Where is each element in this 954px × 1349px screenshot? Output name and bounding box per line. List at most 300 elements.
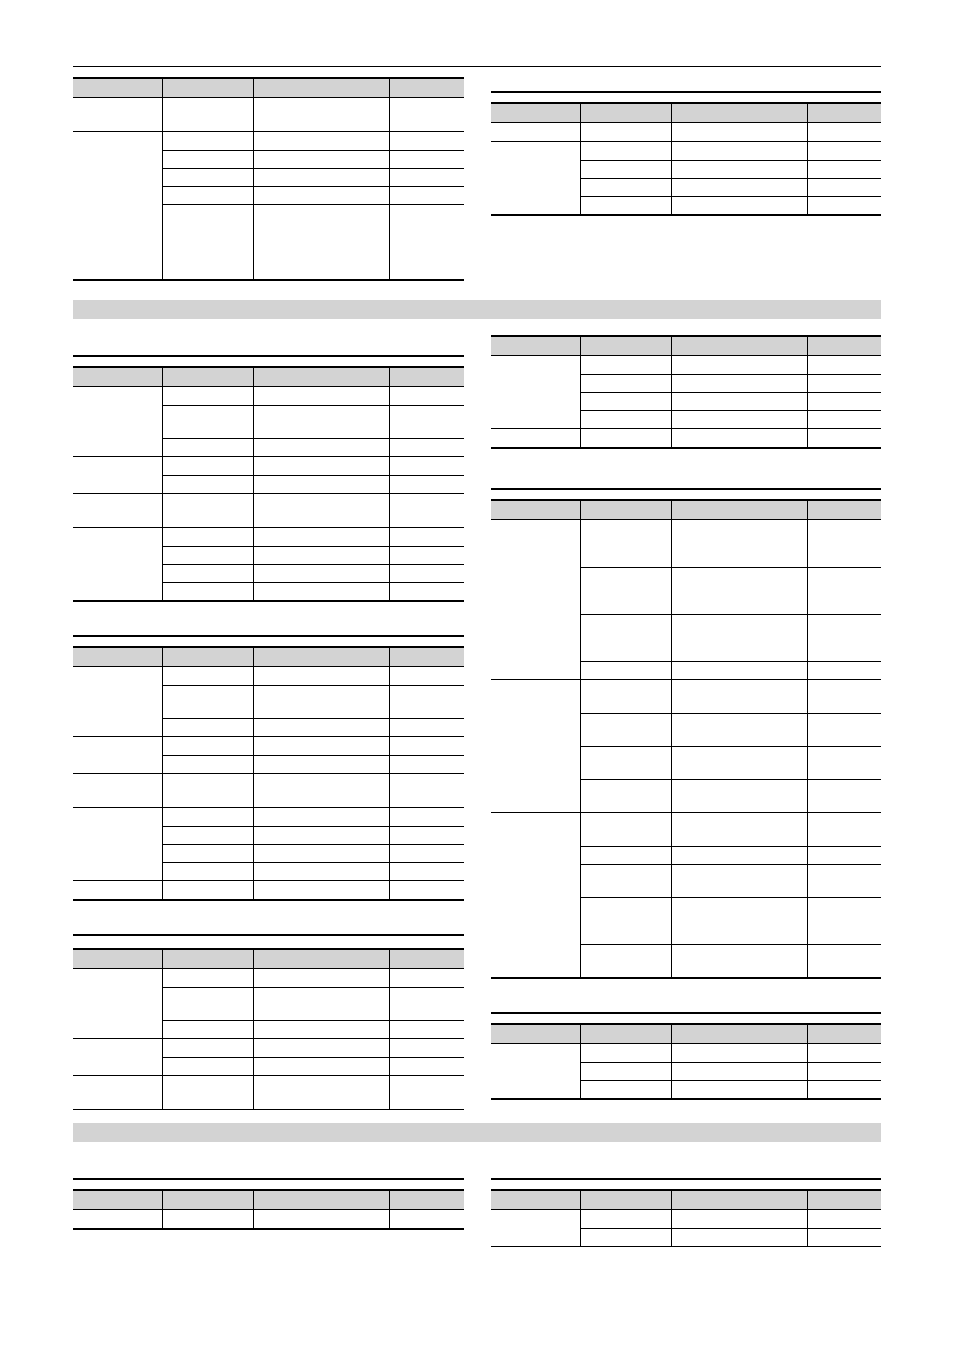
table-cell <box>163 187 254 204</box>
table-cell <box>390 476 464 493</box>
table-row <box>163 546 464 564</box>
header-cell <box>808 501 881 519</box>
table-row <box>581 123 881 141</box>
table-cell <box>390 988 464 1020</box>
table-cell <box>808 393 881 410</box>
group-rows <box>581 142 881 214</box>
table-cell <box>672 123 808 141</box>
table-cell <box>581 847 672 864</box>
group-rows <box>163 1039 464 1075</box>
header-cell <box>491 1025 581 1043</box>
table-cell <box>808 375 881 392</box>
group-label-cell <box>73 969 163 1038</box>
table-row <box>581 944 881 977</box>
row-group <box>491 356 881 428</box>
table-row <box>581 374 881 392</box>
table-cell <box>390 406 464 438</box>
table-body <box>491 519 881 979</box>
table-cell <box>672 356 808 374</box>
table-cell <box>581 142 672 160</box>
table-row <box>581 846 881 864</box>
table-row <box>581 713 881 746</box>
table-cell <box>581 714 672 746</box>
table-cell <box>163 1076 254 1109</box>
table-row <box>581 864 881 897</box>
table-cell <box>672 1063 808 1080</box>
header-cell <box>808 337 881 355</box>
table-row <box>581 567 881 614</box>
table-cell <box>163 863 254 880</box>
header-cell <box>672 104 808 122</box>
table-row <box>581 1044 881 1062</box>
table-row <box>581 1080 881 1098</box>
group-label-cell <box>73 1039 163 1075</box>
table-cell <box>390 774 464 807</box>
table-row <box>163 564 464 582</box>
table-cell <box>581 898 672 944</box>
table-cell <box>808 520 881 567</box>
table-cell <box>672 1210 808 1228</box>
table-row <box>163 132 464 150</box>
row-group <box>491 520 881 679</box>
table-cell <box>163 132 254 150</box>
table-row <box>581 897 881 944</box>
table-row <box>163 438 464 456</box>
header-cell <box>672 337 808 355</box>
table-cell <box>163 1210 254 1228</box>
row-group <box>491 679 881 812</box>
row-group <box>73 387 464 456</box>
row-group <box>73 667 464 736</box>
table-cell <box>581 813 672 846</box>
table-cell <box>254 719 390 736</box>
table-cell <box>163 387 254 405</box>
table-cell <box>163 1058 254 1075</box>
header-cell <box>491 104 581 122</box>
table-cell <box>254 151 390 168</box>
row-group <box>73 969 464 1038</box>
header-cell <box>163 950 254 968</box>
table-caption-rule <box>73 934 464 948</box>
table-cell <box>672 1044 808 1062</box>
group-label-cell <box>491 813 581 977</box>
table-cell <box>254 667 390 685</box>
header-cell <box>491 1191 581 1209</box>
table-cell <box>808 615 881 661</box>
table-cell <box>808 680 881 713</box>
table-caption-rule <box>491 91 881 102</box>
group-label-cell <box>491 680 581 812</box>
table-cell <box>163 151 254 168</box>
table-cell <box>254 1076 390 1109</box>
table-cell <box>254 737 390 755</box>
table-cell <box>581 356 672 374</box>
table-row <box>163 969 464 987</box>
table-cell <box>581 429 672 447</box>
table-row <box>581 142 881 160</box>
table-cell <box>390 547 464 564</box>
group-rows <box>163 132 464 279</box>
row-group <box>491 1210 881 1246</box>
table-row <box>581 813 881 846</box>
table-cell <box>163 686 254 718</box>
group-label-cell <box>73 1076 163 1109</box>
table-cell <box>581 161 672 178</box>
table-cell <box>581 1063 672 1080</box>
group-rows <box>581 520 881 679</box>
table-cell <box>672 945 808 977</box>
table-cell <box>672 747 808 779</box>
group-rows <box>163 1210 464 1228</box>
group-rows <box>163 808 464 880</box>
group-label-cell <box>73 1210 163 1228</box>
header-cell <box>73 950 163 968</box>
table-cell <box>390 756 464 773</box>
table-row <box>163 755 464 773</box>
header-cell <box>581 501 672 519</box>
table-cell <box>163 169 254 186</box>
table-cell <box>672 197 808 214</box>
table-cell <box>163 667 254 685</box>
table-cell <box>390 205 464 279</box>
group-rows <box>163 494 464 527</box>
row-group <box>73 1075 464 1109</box>
table-row <box>163 186 464 204</box>
table-cell <box>163 827 254 844</box>
table-cell <box>808 898 881 944</box>
table-cell <box>254 565 390 582</box>
spec-table <box>73 635 464 901</box>
table-header-row <box>491 102 881 122</box>
header-cell <box>254 1191 390 1209</box>
row-group <box>491 812 881 977</box>
group-rows <box>163 98 464 131</box>
header-cell <box>581 1025 672 1043</box>
group-label-cell <box>491 1044 581 1098</box>
table-cell <box>581 520 672 567</box>
table-cell <box>672 161 808 178</box>
table-cell <box>581 375 672 392</box>
group-label-cell <box>73 667 163 736</box>
table-cell <box>672 780 808 812</box>
table-cell <box>581 945 672 977</box>
table-cell <box>808 197 881 214</box>
table-cell <box>163 808 254 826</box>
table-cell <box>808 714 881 746</box>
table-cell <box>390 1210 464 1228</box>
table-row <box>163 987 464 1020</box>
group-label-cell <box>73 132 163 279</box>
table-cell <box>672 1081 808 1098</box>
table-body <box>73 968 464 1110</box>
table-cell <box>581 568 672 614</box>
table-header-row <box>491 499 881 519</box>
spec-table <box>73 355 464 602</box>
table-cell <box>672 1229 808 1246</box>
table-cell <box>254 476 390 493</box>
table-cell <box>672 429 808 447</box>
table-caption-rule <box>73 355 464 366</box>
table-row <box>581 746 881 779</box>
table-cell <box>581 865 672 897</box>
table-cell <box>672 714 808 746</box>
table-cell <box>390 1076 464 1109</box>
header-cell <box>808 104 881 122</box>
table-header-row <box>73 1189 464 1209</box>
header-cell <box>73 648 163 666</box>
group-rows <box>581 1044 881 1098</box>
header-cell <box>581 1191 672 1209</box>
table-cell <box>808 945 881 977</box>
table-cell <box>254 845 390 862</box>
table-row <box>581 614 881 661</box>
spec-table <box>73 77 464 281</box>
table-caption-rule <box>73 635 464 646</box>
table-cell <box>672 142 808 160</box>
header-cell <box>808 1191 881 1209</box>
table-row <box>581 779 881 812</box>
table-row <box>163 1076 464 1109</box>
table-cell <box>672 568 808 614</box>
table-cell <box>390 827 464 844</box>
table-row <box>163 1020 464 1038</box>
table-cell <box>254 881 390 899</box>
table-cell <box>672 662 808 679</box>
table-cell <box>163 406 254 438</box>
row-group <box>491 141 881 214</box>
table-cell <box>808 429 881 447</box>
table-row <box>581 356 881 374</box>
group-rows <box>163 774 464 807</box>
table-cell <box>163 528 254 546</box>
group-rows <box>163 1076 464 1109</box>
table-cell <box>163 719 254 736</box>
table-cell <box>254 528 390 546</box>
table-cell <box>390 863 464 880</box>
table-cell <box>808 1063 881 1080</box>
table-cell <box>672 680 808 713</box>
group-rows <box>163 737 464 773</box>
table-cell <box>254 387 390 405</box>
row-group <box>73 880 464 899</box>
group-label-cell <box>73 774 163 807</box>
group-rows <box>163 528 464 600</box>
table-row <box>163 98 464 131</box>
table-row <box>163 685 464 718</box>
spec-table <box>73 934 464 1110</box>
header-cell <box>254 648 390 666</box>
table-row <box>163 718 464 736</box>
row-group <box>73 736 464 773</box>
table-cell <box>672 847 808 864</box>
table-cell <box>254 1210 390 1228</box>
section-band <box>73 1123 881 1142</box>
table-row <box>163 475 464 493</box>
header-cell <box>808 1025 881 1043</box>
header-cell <box>163 368 254 386</box>
table-row <box>163 168 464 186</box>
table-cell <box>581 615 672 661</box>
table-row <box>581 1062 881 1080</box>
table-row <box>581 1210 881 1228</box>
table-cell <box>808 813 881 846</box>
group-label-cell <box>73 737 163 773</box>
table-row <box>163 387 464 405</box>
group-rows <box>581 123 881 141</box>
table-cell <box>672 411 808 428</box>
table-cell <box>672 520 808 567</box>
table-cell <box>808 161 881 178</box>
header-cell <box>73 368 163 386</box>
table-row <box>163 881 464 899</box>
group-label-cell <box>73 494 163 527</box>
table-cell <box>808 847 881 864</box>
table-cell <box>390 881 464 899</box>
table-cell <box>163 988 254 1020</box>
table-row <box>581 392 881 410</box>
table-cell <box>254 808 390 826</box>
table-row <box>163 667 464 685</box>
table-cell <box>581 411 672 428</box>
table-cell <box>808 411 881 428</box>
table-row <box>581 520 881 567</box>
table-cell <box>254 1039 390 1057</box>
table-cell <box>672 393 808 410</box>
header-cell <box>163 79 254 97</box>
group-label-cell <box>491 1210 581 1246</box>
table-header-row <box>73 948 464 968</box>
group-rows <box>163 387 464 456</box>
table-cell <box>672 615 808 661</box>
table-header-row <box>491 335 881 355</box>
spec-table <box>491 488 881 979</box>
header-cell <box>491 501 581 519</box>
table-cell <box>254 988 390 1020</box>
table-cell <box>163 205 254 279</box>
table-cell <box>581 197 672 214</box>
table-cell <box>390 845 464 862</box>
table-cell <box>163 737 254 755</box>
table-cell <box>808 780 881 812</box>
table-header-row <box>491 1023 881 1043</box>
table-cell <box>254 583 390 600</box>
header-cell <box>672 501 808 519</box>
table-cell <box>581 747 672 779</box>
row-group <box>73 527 464 600</box>
table-row <box>163 826 464 844</box>
table-cell <box>254 406 390 438</box>
table-cell <box>581 662 672 679</box>
header-cell <box>254 368 390 386</box>
table-cell <box>254 169 390 186</box>
table-cell <box>808 356 881 374</box>
table-cell <box>390 187 464 204</box>
table-cell <box>808 1229 881 1246</box>
header-cell <box>390 648 464 666</box>
table-header-row <box>491 1189 881 1209</box>
table-cell <box>581 179 672 196</box>
table-cell <box>254 1058 390 1075</box>
table-row <box>581 410 881 428</box>
table-row <box>163 862 464 880</box>
header-cell <box>390 368 464 386</box>
row-group <box>73 131 464 279</box>
table-cell <box>390 808 464 826</box>
table-row <box>163 405 464 438</box>
group-label-cell <box>73 387 163 456</box>
table-cell <box>390 387 464 405</box>
table-cell <box>581 780 672 812</box>
header-cell <box>491 337 581 355</box>
table-cell <box>163 1021 254 1038</box>
table-cell <box>163 457 254 475</box>
table-caption-rule <box>73 1178 464 1189</box>
row-group <box>491 428 881 447</box>
header-cell <box>672 1191 808 1209</box>
table-cell <box>808 1044 881 1062</box>
table-cell <box>390 439 464 456</box>
table-cell <box>390 583 464 600</box>
row-group <box>491 123 881 141</box>
table-row <box>581 680 881 713</box>
table-cell <box>254 686 390 718</box>
table-cell <box>390 1021 464 1038</box>
row-group <box>73 98 464 131</box>
table-cell <box>808 1210 881 1228</box>
table-cell <box>254 205 390 279</box>
header-cell <box>672 1025 808 1043</box>
table-cell <box>581 680 672 713</box>
table-body <box>491 122 881 216</box>
table-cell <box>390 737 464 755</box>
table-header-row <box>73 646 464 666</box>
table-cell <box>581 393 672 410</box>
table-row <box>581 160 881 178</box>
table-cell <box>254 187 390 204</box>
row-group <box>73 1038 464 1075</box>
table-row <box>163 1039 464 1057</box>
table-cell <box>581 1044 672 1062</box>
group-rows <box>581 356 881 428</box>
header-cell <box>581 337 672 355</box>
page-top-rule <box>73 66 881 67</box>
table-header-row <box>73 77 464 97</box>
table-cell <box>163 774 254 807</box>
row-group <box>73 773 464 807</box>
table-cell <box>254 547 390 564</box>
table-cell <box>808 123 881 141</box>
table-cell <box>390 686 464 718</box>
table-caption-rule <box>491 1012 881 1023</box>
table-row <box>163 204 464 279</box>
table-cell <box>808 179 881 196</box>
table-cell <box>390 719 464 736</box>
table-cell <box>163 439 254 456</box>
spec-table <box>491 1012 881 1100</box>
table-cell <box>808 662 881 679</box>
row-group <box>73 493 464 527</box>
table-cell <box>254 863 390 880</box>
group-rows <box>163 667 464 736</box>
header-cell <box>163 1191 254 1209</box>
table-row <box>581 661 881 679</box>
table-cell <box>581 1210 672 1228</box>
group-rows <box>163 969 464 1038</box>
table-body <box>491 1209 881 1247</box>
table-cell <box>163 756 254 773</box>
row-group <box>73 1210 464 1228</box>
table-cell <box>581 123 672 141</box>
